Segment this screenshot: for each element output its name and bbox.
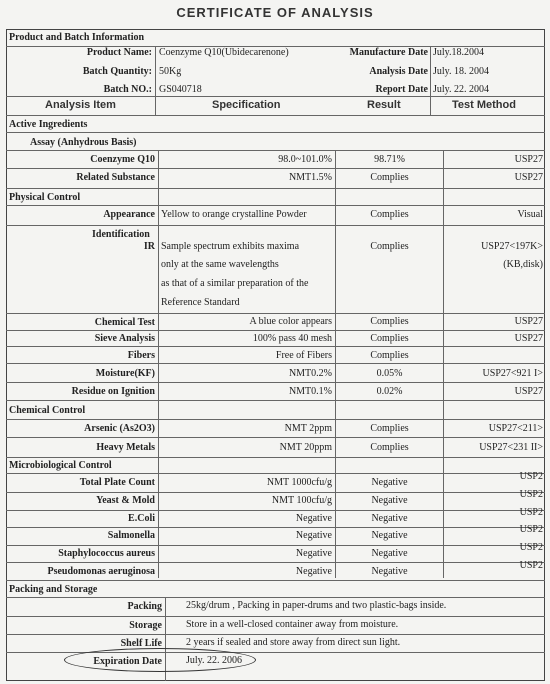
section-physical: Physical Control bbox=[9, 192, 81, 203]
method-ir-line2: (KB,disk) bbox=[503, 259, 543, 270]
spec-fibers: Free of Fibers bbox=[275, 350, 332, 361]
result-residue: 0.02% bbox=[376, 386, 403, 397]
report-date-value: July. 22. 2004 bbox=[433, 84, 490, 95]
column-header-method: Test Method bbox=[452, 99, 516, 111]
batch-no-value: GS040718 bbox=[159, 84, 202, 95]
spec-coq10: 98.0~101.0% bbox=[278, 154, 332, 165]
rule bbox=[6, 168, 545, 169]
spec-chemtest: A blue color appears bbox=[249, 316, 332, 327]
shelf-life-label: Shelf Life bbox=[120, 638, 162, 649]
method-moisture: USP27<921 I> bbox=[482, 368, 543, 379]
rule bbox=[6, 400, 545, 401]
method-chemtest: USP27 bbox=[514, 316, 543, 327]
rule bbox=[6, 313, 545, 314]
rule bbox=[6, 96, 545, 97]
rule bbox=[6, 457, 545, 458]
rule bbox=[6, 597, 545, 598]
section-identification: Identification bbox=[92, 229, 150, 240]
storage-value: Store in a well-closed container away from moisture. bbox=[186, 619, 399, 630]
rule bbox=[6, 225, 545, 226]
section-packing: Packing and Storage bbox=[9, 584, 98, 595]
storage-label: Storage bbox=[129, 620, 162, 631]
item-heavy: Heavy Metals bbox=[96, 442, 155, 453]
analysis-date-label: Analysis Date bbox=[369, 66, 428, 77]
spec-moisture: NMT0.2% bbox=[288, 368, 332, 379]
spec-appearance: Yellow to orange crystalline Powder bbox=[161, 209, 307, 220]
method-residue: USP27 bbox=[514, 386, 543, 397]
rule bbox=[6, 188, 545, 189]
item-sieve: Sieve Analysis bbox=[94, 333, 155, 344]
item-appearance: Appearance bbox=[103, 209, 155, 220]
batch-quantity-label: Batch Quantity: bbox=[82, 66, 152, 77]
rule bbox=[6, 419, 545, 420]
analysis-date-value: July. 18. 2004 bbox=[433, 66, 490, 77]
packing-value: 25kg/drum , Packing in paper-drums and two plastic-bags inside. bbox=[186, 600, 447, 611]
spec-residue: NMT0.1% bbox=[288, 386, 332, 397]
method-salmonella: USP2 bbox=[519, 524, 543, 535]
item-moisture: Moisture(KF) bbox=[95, 368, 155, 379]
result-ir: Complies bbox=[370, 241, 409, 252]
rule bbox=[6, 363, 545, 364]
result-appearance: Complies bbox=[370, 209, 409, 220]
result-arsenic: Complies bbox=[370, 423, 409, 434]
rule bbox=[6, 382, 545, 383]
spec-salmonella: Negative bbox=[295, 530, 332, 541]
item-residue: Residue on Ignition bbox=[71, 386, 155, 397]
method-arsenic: USP27<211> bbox=[488, 423, 543, 434]
section-micro: Microbiological Control bbox=[9, 460, 112, 471]
document-title: CERTIFICATE OF ANALYSIS bbox=[176, 5, 374, 20]
expiration-date-label: Expiration Date bbox=[93, 656, 162, 667]
method-ecoli: USP2 bbox=[519, 507, 543, 518]
result-pseudo: Negative bbox=[371, 566, 408, 577]
result-sieve: Complies bbox=[370, 333, 409, 344]
spec-staph: Negative bbox=[295, 548, 332, 559]
item-staph: Staphylococcus aureus bbox=[58, 548, 155, 559]
section-active: Active Ingredients bbox=[9, 119, 88, 130]
spec-arsenic: NMT 2ppm bbox=[284, 423, 332, 434]
spec-sieve: 100% pass 40 mesh bbox=[252, 333, 332, 344]
column-header-spec: Specification bbox=[212, 99, 281, 111]
method-ir-line1: USP27<197K> bbox=[481, 241, 543, 252]
item-salmonella: Salmonella bbox=[107, 530, 155, 541]
product-name-label: Product Name: bbox=[86, 47, 152, 58]
result-salmonella: Negative bbox=[371, 530, 408, 541]
section-chemical: Chemical Control bbox=[9, 405, 86, 416]
result-staph: Negative bbox=[371, 548, 408, 559]
method-tpc: USP2 bbox=[519, 471, 543, 482]
column-divider bbox=[158, 150, 159, 578]
spec-yeast: NMT 100cfu/g bbox=[271, 495, 332, 506]
rule bbox=[6, 437, 545, 438]
batch-quantity-value: 50Kg bbox=[159, 66, 182, 77]
result-heavy: Complies bbox=[370, 442, 409, 453]
rule bbox=[6, 580, 545, 581]
column-divider bbox=[155, 46, 156, 116]
spec-heavy: NMT 20ppm bbox=[279, 442, 332, 453]
column-divider bbox=[443, 150, 444, 578]
section-product-batch: Product and Batch Information bbox=[9, 32, 145, 43]
spec-related: NMT1.5% bbox=[288, 172, 332, 183]
result-fibers: Complies bbox=[370, 350, 409, 361]
method-sieve: USP27 bbox=[514, 333, 543, 344]
result-moisture: 0.05% bbox=[376, 368, 403, 379]
method-heavy: USP27<231 II> bbox=[479, 442, 543, 453]
result-yeast: Negative bbox=[371, 495, 408, 506]
hand-drawn-circle bbox=[64, 648, 256, 672]
result-ecoli: Negative bbox=[371, 513, 408, 524]
item-yeast: Yeast & Mold bbox=[96, 495, 155, 506]
packing-label: Packing bbox=[127, 601, 162, 612]
result-coq10: 98.71% bbox=[374, 154, 405, 165]
result-related: Complies bbox=[370, 172, 409, 183]
method-staph: USP2 bbox=[519, 542, 543, 553]
rule bbox=[6, 150, 545, 151]
result-chemtest: Complies bbox=[370, 316, 409, 327]
spec-ir-line1: Sample spectrum exhibits maxima bbox=[161, 241, 300, 252]
item-arsenic: Arsenic (As2O3) bbox=[84, 423, 155, 434]
rule bbox=[6, 634, 545, 635]
method-appearance: Visual bbox=[517, 209, 543, 220]
shelf-life-value: 2 years if sealed and store away from direct sun light. bbox=[186, 637, 401, 648]
expiration-date-value: July. 22. 2006 bbox=[186, 655, 243, 666]
spec-tpc: NMT 1000cfu/g bbox=[266, 477, 332, 488]
method-yeast: USP2 bbox=[519, 489, 543, 500]
spec-ir-line2: only at the same wavelengths bbox=[161, 259, 279, 270]
rule bbox=[6, 330, 545, 331]
rule bbox=[6, 616, 545, 617]
manufacture-date-value: July.18.2004 bbox=[433, 47, 485, 58]
manufacture-date-label: Manufacture Date bbox=[349, 47, 428, 58]
spec-ecoli: Negative bbox=[295, 513, 332, 524]
spec-ir-line4: Reference Standard bbox=[161, 297, 240, 308]
item-chemtest: Chemical Test bbox=[94, 317, 155, 328]
column-header-result: Result bbox=[367, 99, 401, 111]
item-related: Related Substance bbox=[76, 172, 155, 183]
section-assay: Assay (Anhydrous Basis) bbox=[30, 137, 137, 148]
item-pseudo: Pseudomonas aeruginosa bbox=[47, 566, 155, 577]
result-tpc: Negative bbox=[371, 477, 408, 488]
rule bbox=[6, 205, 545, 206]
method-related: USP27 bbox=[514, 172, 543, 183]
method-coq10: USP27 bbox=[514, 154, 543, 165]
item-coq10: Coenzyme Q10 bbox=[90, 154, 155, 165]
rule bbox=[6, 132, 545, 133]
item-ir: IR bbox=[143, 241, 155, 252]
item-tpc: Total Plate Count bbox=[79, 477, 155, 488]
item-fibers: Fibers bbox=[127, 350, 155, 361]
column-header-item: Analysis Item bbox=[45, 99, 116, 111]
rule bbox=[6, 115, 545, 116]
item-ecoli: E.Coli bbox=[128, 513, 155, 524]
spec-ir-line3: as that of a similar preparation of the bbox=[161, 278, 309, 289]
rule bbox=[6, 346, 545, 347]
spec-pseudo: Negative bbox=[295, 566, 332, 577]
method-pseudo: USP2 bbox=[519, 560, 543, 571]
batch-no-label: Batch NO.: bbox=[103, 84, 152, 95]
column-divider bbox=[430, 46, 431, 116]
report-date-label: Report Date bbox=[375, 84, 428, 95]
product-name-value: Coenzyme Q10(Ubidecarenone) bbox=[159, 47, 289, 58]
